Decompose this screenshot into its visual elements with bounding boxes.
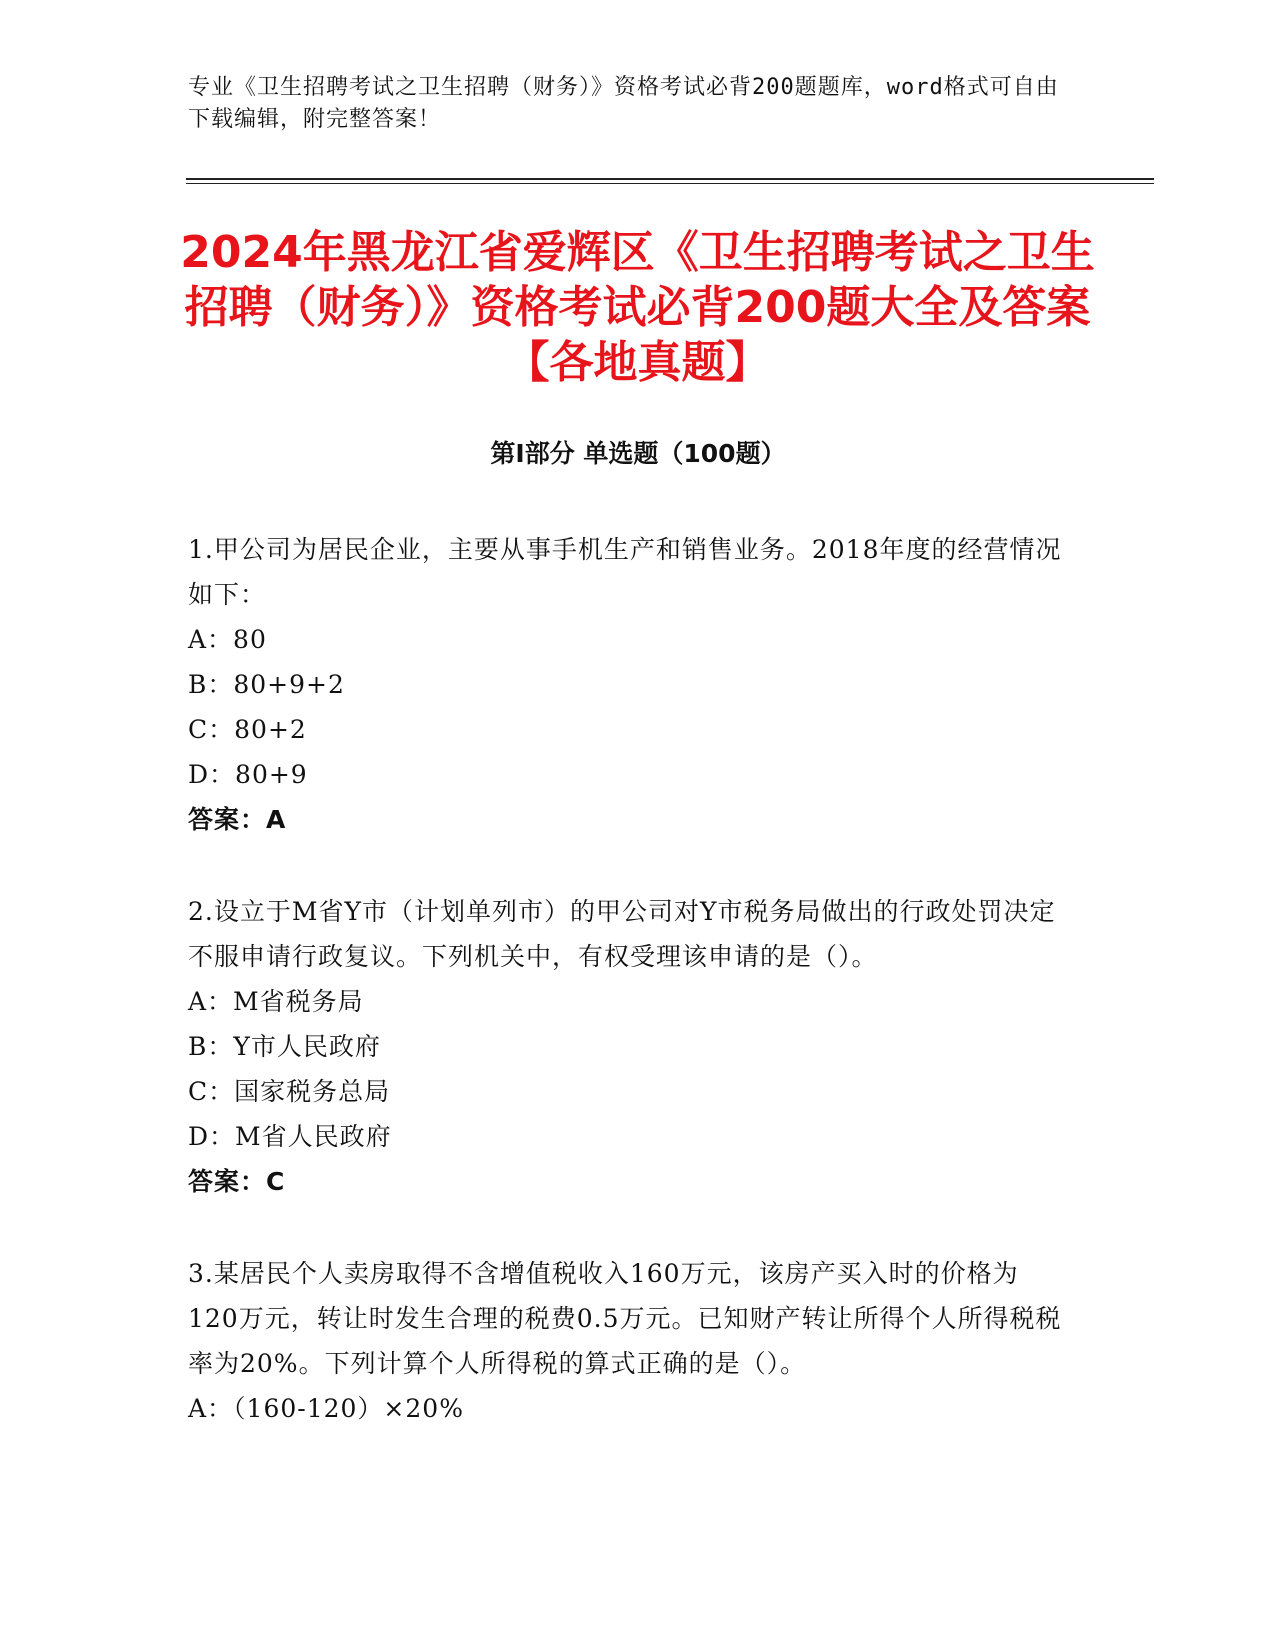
option-b: B：80+9+2	[188, 670, 345, 699]
document-title: 2024年黑龙江省爱辉区《卫生招聘考试之卫生招聘（财务）》资格考试必背200题大全及答案【各地真题】	[180, 227, 1095, 388]
option-a: A：80	[188, 625, 267, 654]
answer: 答案：A	[188, 805, 287, 834]
option-d: D：80+9	[188, 760, 308, 789]
option-c: C：国家税务总局	[188, 1077, 391, 1106]
question-list	[188, 527, 1068, 1478]
question-stem: 1.甲公司为居民企业，主要从事手机生产和销售业务。2018年度的经营情况如下：	[188, 535, 1062, 609]
option-d: D：M省人民政府	[188, 1122, 392, 1151]
question-stem: 2.设立于M省Y市（计划单列市）的甲公司对Y市税务局做出的行政处罚决定不服申请行政复议。下列机关中，有权受理该申请的是（）。	[188, 897, 1056, 971]
question-1	[188, 527, 1068, 842]
option-a: A：（160-120）×20%	[188, 1394, 464, 1423]
section-heading: 第Ⅰ部分 单选题（100题）	[490, 439, 786, 468]
answer: 答案：C	[188, 1167, 286, 1196]
header-rule-thick	[186, 178, 1154, 180]
header-note: 专业《卫生招聘考试之卫生招聘（财务）》资格考试必背200题题库，word格式可自由下载编辑，附完整答案！	[188, 75, 1059, 132]
option-c: C：80+2	[188, 715, 307, 744]
option-a: A：M省税务局	[188, 987, 364, 1016]
question-3	[188, 1251, 1068, 1431]
header-rule-thin	[186, 183, 1154, 184]
question-stem: 3.某居民个人卖房取得不含增值税收入160万元，该房产买入时的价格为120万元，转让时发生合理的税费0.5万元。已知财产转让所得个人所得税税率为20%。下列计算个人所得税的算式正确的是（）。	[188, 1259, 1062, 1378]
question-2	[188, 889, 1068, 1204]
option-b: B：Y市人民政府	[188, 1032, 381, 1061]
